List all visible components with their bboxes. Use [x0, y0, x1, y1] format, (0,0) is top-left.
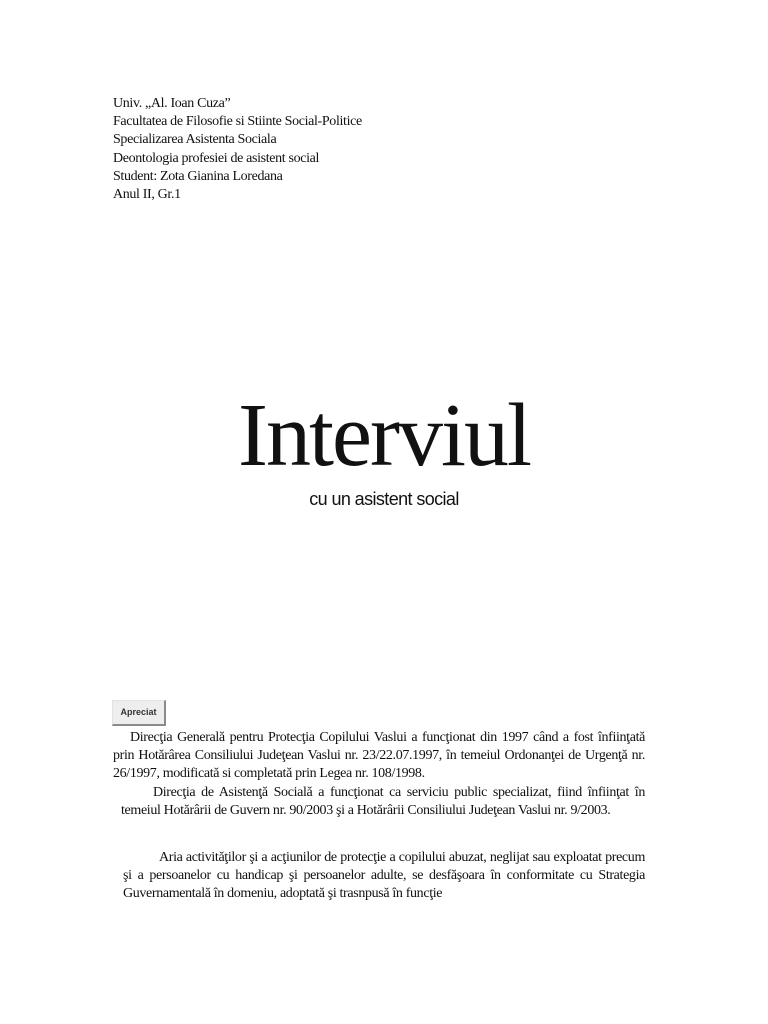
header-year-group: Anul II, Gr.1 — [113, 187, 181, 203]
document-subtitle: cu un asistent social — [309, 489, 459, 509]
paragraph-das-history: Direcţia de Asistenţă Socială a funcţionat ca serviciu public specializat, fiind înfiinţat în temeiul Hotărârii de Guvern nr. 90/2003 şi a Hotărârii Consiliului Judeţean Vaslui nr. 9/2003. — [121, 785, 645, 819]
header-university: Univ. „Al. Ioan Cuza” — [113, 96, 231, 111]
header-student: Student: Zota Gianina Loredana — [113, 168, 283, 184]
paragraph-dgpc-history: Direcţia Generală pentru Protecţia Copilului Vaslui a funcţionat din 1997 când a fost înfiinţată prin Hotărârea Consiliului Judeţean Vaslui nr. 23/22.07.1997, în temeiul Ordonanţei de Urgenţă nr. 26/1997, modificată si completată prin Legea nr. 108/1998. — [113, 730, 645, 782]
document-title: Interviul — [238, 386, 530, 485]
paragraph-activity-area: Aria activităţilor şi a acţiunilor de protecţie a copilului abuzat, neglijat sau exploatat precum şi a persoanelor cu handicap şi persoanelor adulte, se desfăşoara în conformitate cu Strategia Guvernamentală în domeniu, adoptată şi trasnpusă în funcţie — [123, 850, 645, 902]
header-faculty: Facultatea de Filosofie si Stiinte Social-Politice — [113, 114, 362, 130]
document-header — [113, 95, 362, 204]
appreciate-button[interactable]: Apreciat — [112, 700, 166, 726]
header-specialization: Specializarea Asistenta Sociala — [113, 132, 277, 148]
header-course: Deontologia profesiei de asistent social — [113, 150, 320, 166]
